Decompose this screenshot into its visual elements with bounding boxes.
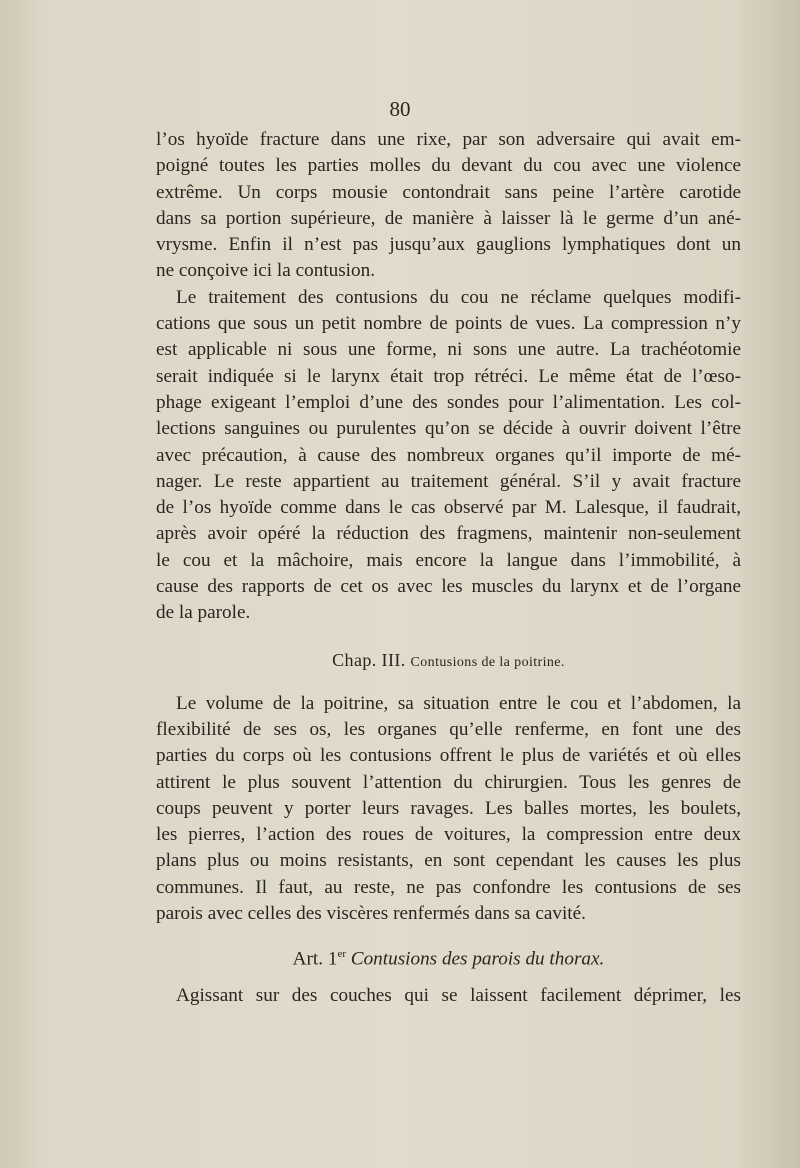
text-line: dans sa portion supérieure, de manière à laisser là le germe d’un ané-: [156, 207, 741, 229]
text-line: lections sanguines ou purulentes qu’on se décide à ouvrir doivent l’être: [156, 418, 741, 440]
text-line: parois avec celles des viscères renfermés dans sa cavité.: [156, 903, 586, 925]
text-line: le cou et la mâchoire, mais encore la langue dans l’immobilité, à: [156, 549, 741, 571]
text-line: parties du corps où les contusions offrent le plus de variétés et où elles: [156, 745, 741, 767]
text-line: après avoir opéré la réduction des fragmens, maintenir non-seulement: [156, 523, 741, 545]
text-line: cations que sous un petit nombre de points de vues. La compression n’y: [156, 313, 741, 335]
article-heading: [156, 941, 741, 969]
text-line: communes. Il faut, au reste, ne pas confondre les contusions de ses: [156, 876, 741, 898]
text-line: attirent le plus souvent l’attention du chirurgien. Tous les genres de: [156, 771, 741, 793]
text-line: l’os hyoïde fracture dans une rixe, par son adversaire qui avait em-: [156, 129, 741, 150]
text-line: nager. Le reste appartient au traitement général. S’il y avait fracture: [156, 470, 741, 492]
text-line: serait indiquée si le larynx était trop rétréci. Le même état de l’œso-: [156, 365, 741, 387]
page-number: 80: [389, 97, 411, 121]
text-line: de la parole.: [156, 602, 251, 624]
text-line: Le volume de la poitrine, sa situation entre le cou et l’abdomen, la: [176, 692, 741, 714]
paragraph-3: [156, 691, 741, 928]
text-line: vrysme. Enfin il n’est pas jusqu’aux gauglions lymphatiques dont un: [156, 234, 741, 256]
text-line: phage exigeant l’emploi d’une des sondes pour l’alimentation. Les col-: [156, 391, 741, 413]
text-line: flexibilité de ses os, les organes qu’elle renferme, en font une des: [156, 718, 741, 740]
text-line: poigné toutes les parties molles du devant du cou avec une violence: [156, 155, 741, 177]
text-line: avec précaution, à cause des nombreux organes qu’il importe de mé-: [156, 444, 741, 466]
article-label-sup: er: [337, 948, 346, 961]
text-line: de l’os hyoïde comme dans le cas observé par M. Lalesque, il faudrait,: [156, 497, 741, 519]
text-line: cause des rapports de cet os avec les muscles du larynx et de l’organe: [156, 576, 741, 598]
paragraph-1: [156, 127, 741, 285]
paragraph-4: [156, 983, 741, 1009]
text-line: est applicable ni sous une forme, ni sons une autre. La trachéotomie: [156, 339, 741, 361]
text-line: ne conçoive ici la contusion.: [156, 260, 375, 282]
text-line: les pierres, l’action des roues de voitures, la compression entre deux: [156, 824, 741, 846]
chapter-title: Contusions de la poitrine.: [410, 654, 565, 670]
chapter-label: Chap. III.: [332, 649, 406, 670]
article-title: Contusions des parois du thorax.: [350, 948, 605, 970]
article-label: Art. 1: [292, 948, 338, 970]
text-line: coups peuvent y porter leurs ravages. Les balles mortes, les boulets,: [156, 797, 741, 819]
paragraph-2: [156, 285, 741, 627]
chapter-heading: [156, 647, 741, 675]
text-line: extrême. Un corps mousie contondrait sans peine l’artère carotide: [156, 181, 741, 203]
text-line: Agissant sur des couches qui se laissent facilement déprimer, les: [176, 985, 741, 1007]
text-line: plans plus ou moins resistants, en sont cependant les causes les plus: [156, 850, 741, 872]
body-text: [156, 127, 741, 1010]
text-line: Le traitement des contusions du cou ne réclame quelques modifi-: [176, 286, 741, 308]
